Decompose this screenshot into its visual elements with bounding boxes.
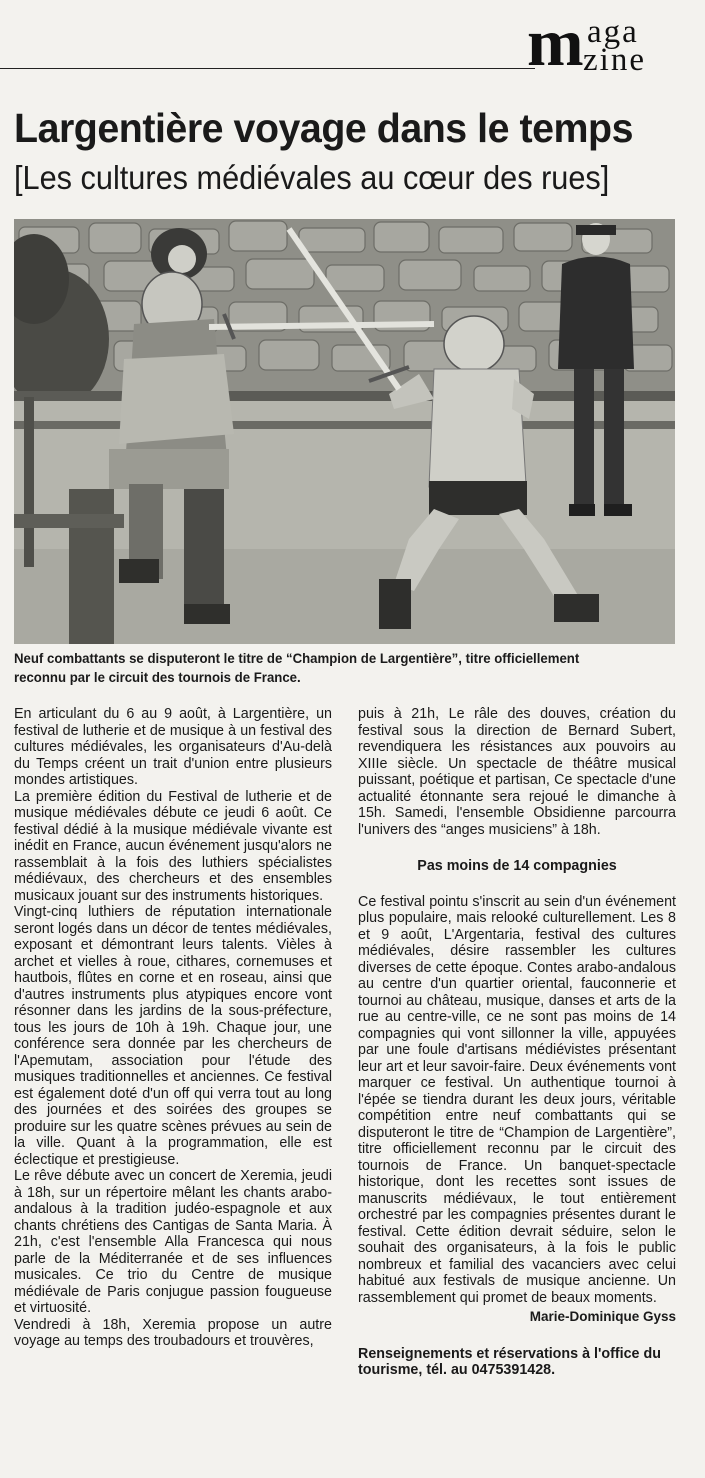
info-footer: Renseignements et réservations à l'office du tourisme, tél. au 0475391428.	[358, 1345, 661, 1378]
paragraph: En articulant du 6 au 9 août, à Largentière, un festival de lutherie et de musique à un festival des cultures médiévales, les organisateurs d'Au-delà du Temps créent un trait d'union entre plusieurs mondes artistiques.	[14, 706, 332, 788]
header-rule	[0, 68, 535, 69]
magazine-logo	[527, 4, 677, 80]
article-column-left	[14, 706, 332, 1350]
article-photo	[14, 219, 675, 644]
paragraph: puis à 21h, Le râle des douves, création du festival sous la direction de Bernard Subert, revendiquera les résistances aux pouvoirs au XIIIe siècle. Un spectacle de théâtre musical puissant, poétique et partisan, Ce spectacle d'une actualité étonnante sera rejoué le dimanche à 15h. Samedi, l'ensemble Obsidienne parcourra l'univers des “anges musiciens” à 18h.	[358, 706, 676, 838]
photo-caption: Neuf combattants se disputeront le titre de “Champion de Largentière”, titre officiellement reconnu par le circuit des tournois de France.	[14, 651, 580, 686]
sword-fight-image	[14, 219, 675, 644]
section-title: Pas moins de 14 compagnies	[417, 858, 617, 874]
logo-letter: m	[527, 4, 584, 80]
paragraph: Vingt-cinq luthiers de réputation internationale seront logés dans un décor de tentes médiévales, exposant et démontrant leurs talents. Vièles à archet et vielles à roue, cithares, cornemuses et hautbois, flûtes en corne et en roseau, ainsi que d'autres instruments plus atypiques encore vont résonner dans les jardins de la sous-préfecture, tous les jours de 10h à 19h. Chaque jour, une conférence sera donnée par les chercheurs de l'Apemutam, association pour l'étude des musiques traditionnelles et anciennes. Ce festival est également doté d'un off qui verra tout au long des journées et des soirées des groupes se produire sur les quatre scènes prévues au sein de la ville. Quant à la programmation, elle est éclectique et prestigieuse.	[14, 904, 332, 1168]
logo-top: aga	[587, 14, 639, 50]
paragraph: Ce festival pointu s'inscrit au sein d'un événement plus populaire, mais relooké culturellement. Les 8 et 9 août, L'Argentaria, festival des cultures médiévales, désire rassembler les cultures diverses de cette époque. Contes arabo-andalous au centre d'un quartier oriental, fauconnerie et tournoi au château, musique, danses et arts de la rue au centre-ville, ce ne sont pas moins de 14 compagnies qui vont sillonner la ville, appuyées par une foule d'artisans médiévistes présentant leur art et leur savoir-faire. Deux événements vont marquer ce festival. Un authentique tournoi à l'épée se tiendra durant les deux jours, véritable compétition entre neuf combattants qui se disputeront le titre de “Champion de Largentière”, titre officiellement reconnu par le circuit des tournois de France. Un banquet-spectacle historique, dont les recettes sont issues de manuscrits médiévaux, le tout entièrement orchestré par les compagnies présentes durant le festival. Cette édition devrait séduire, selon le souhait des organisateurs, à la fois le public nombreux et familial des vacanciers avec celui habitué aux festivals de musique ancienne. Un rassemblement qui promet de beaux moments.	[358, 893, 676, 1306]
paragraph: La première édition du Festival de lutherie et de musique médiévales débute ce jeudi 6 août. Ce festival dédié à la musique médiévale vivante est inédit en France, aucun événement jusqu'alors ne rassemblait à la fois des luthiers spécialistes médiévaux, des chercheurs et des ensembles musicaux jouant sur des instruments historiques.	[14, 788, 332, 904]
article-subheadline: [Les cultures médiévales au cœur des rues]	[14, 159, 610, 196]
paragraph: Vendredi à 18h, Xeremia propose un autre voyage au temps des troubadours et trouvères,	[14, 1316, 332, 1349]
paragraph: Le rêve débute avec un concert de Xeremia, jeudi à 18h, sur un répertoire mêlant les chants arabo-andalous à la tradition judéo-espagnole et aux chants chrétiens des Cantigas de Santa Maria. À 21h, c'est l'ensemble Alla Francesca qui nous parle de la Méditerranée et de ses influences musicales. Ce trio du Centre de musique médiévale de Paris conjugue passion fougueuse et virtuosité.	[14, 1168, 332, 1316]
article-column-right	[358, 706, 676, 1379]
logo-bottom: zine	[583, 42, 646, 78]
article-headline: Largentière voyage dans le temps	[14, 105, 634, 151]
author-byline: Marie-Dominique Gyss	[529, 1309, 676, 1324]
